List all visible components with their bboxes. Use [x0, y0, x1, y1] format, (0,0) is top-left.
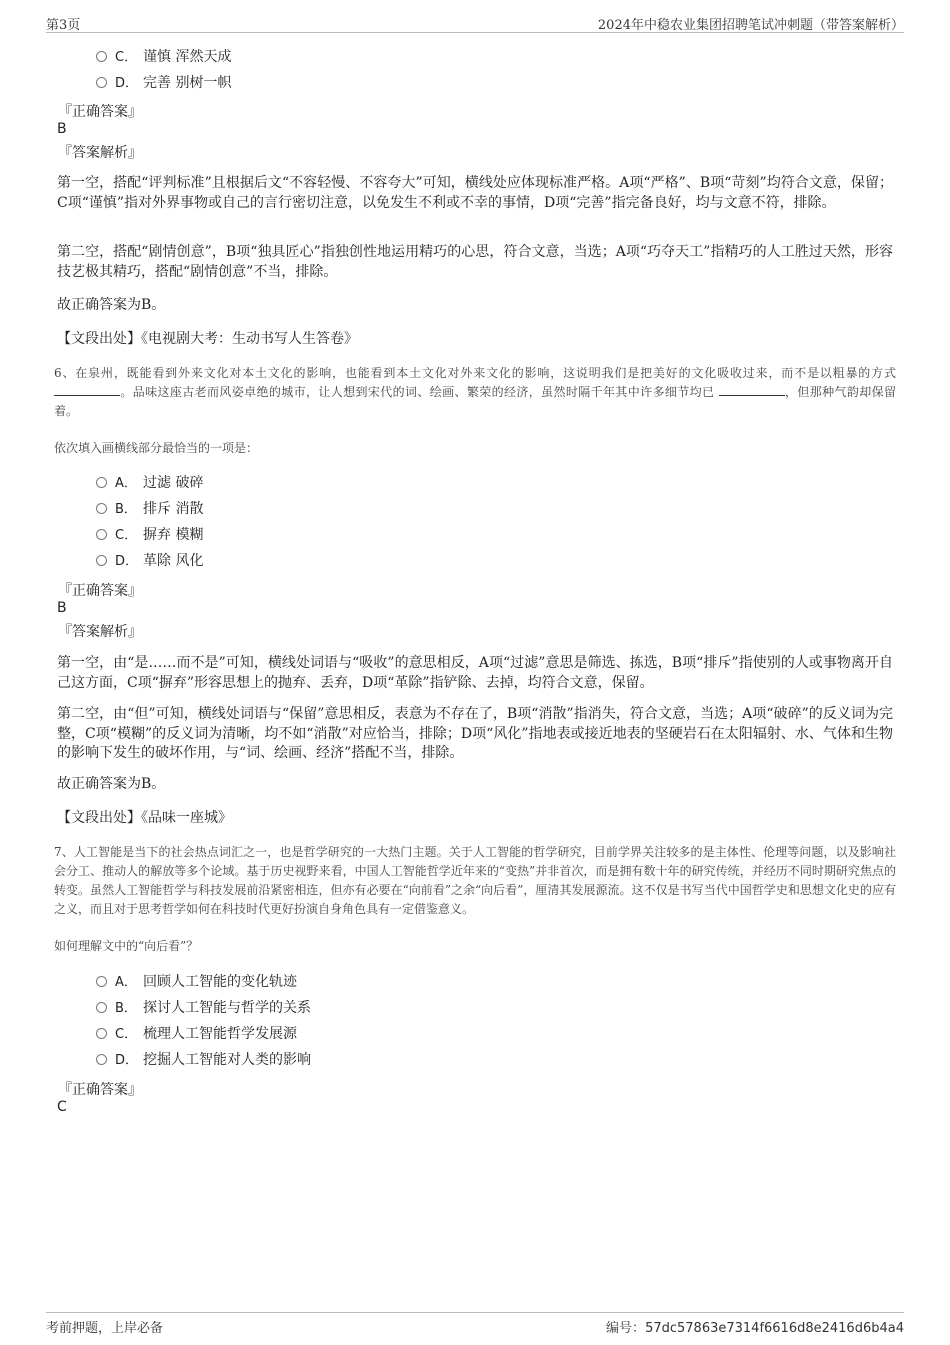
- footer-slogan: 考前押题，上岸必备: [46, 1321, 164, 1336]
- q6-conclusion: 故正确答案为B。: [57, 776, 166, 792]
- q5-analysis-1: 第一空，搭配“评判标准”且根据后文“不容轻慢、不容夸大”可知，横线处应体现标准严格。A项“严格”、B项“苛刻”均符合文意，保留；C项“谨慎”指对外界事物或自己的言行密切注意，以免发生不利或不幸的事情，D项“完善”指完备良好，均与文意不符，排除。: [57, 175, 893, 211]
- q5-option-d[interactable]: D． 完善 别树一帜: [96, 73, 231, 93]
- q6-source: 【文段出处】《品味一座城》: [57, 810, 232, 826]
- page-number: 第3页: [46, 18, 81, 33]
- q7-stem: 7、人工智能是当下的社会热点词汇之一，也是哲学研究的一大热门主题。关于人工智能的哲学研究，目前学界关注较多的是主体性、伦理等问题，以及影响社会分工、推动人的解放等多个论域。基于历史视野来看，中国人工智能哲学近年来的“变热”并非首次，而是拥有数十年的研究传统，并经历不同时期研究焦点的转变。虽然人工智能哲学与科技发展前沿紧密相连，但亦有必要在“向前看”之余“向后看”，厘清其发展源流。这不仅是书写当代中国哲学史和思想文化史的应有之义，而且对于思考哲学如何在科技时代更好扮演自身角色具有一定借鉴意义。: [54, 845, 896, 916]
- radio-icon[interactable]: [96, 51, 107, 62]
- q6-option-b[interactable]: B． 排斥 消散: [96, 499, 203, 519]
- q6-stem: 6、在泉州，既能看到外来文化对本土文化的影响，也能看到本土文化对外来文化的影响，这说明我们是把美好的文化吸收过来，而不是以粗暴的方式 。品味这座古老而风姿卓绝的城市，让人想到宋代的词、绘画、繁荣的经济，虽然时隔千年其中许多细节均已 ，但那种气韵却保留着。: [54, 366, 896, 418]
- radio-icon[interactable]: [96, 529, 107, 540]
- q5-answer: B: [57, 121, 67, 137]
- q7-answer: C: [57, 1099, 67, 1115]
- document-code: 编号：57dc57863e7314f6616d8e2416d6b4a4: [606, 1321, 904, 1336]
- q6-option-a[interactable]: A． 过滤 破碎: [96, 473, 203, 493]
- radio-icon[interactable]: [96, 555, 107, 566]
- q6-answer: B: [57, 600, 67, 616]
- radio-icon[interactable]: [96, 503, 107, 514]
- q7-option-d[interactable]: D． 挖掘人工智能对人类的影响: [96, 1050, 311, 1070]
- q6-analysis-2: 第二空，由“但”可知，横线处词语与“保留”意思相反，表意为不存在了，B项“消散”指消失，符合文意，当选；A项“破碎”的反义词为完整，C项“模糊”的反义词为清晰，均不如“消散”对应恰当，排除；D项“风化”指地表或接近地表的坚硬岩石在太阳辐射、水、气体和生物的影响下发生的破坏作用，与“词、绘画、经济”搭配不当，排除。: [57, 706, 893, 761]
- q5-analysis-2: 第二空，搭配“剧情创意”，B项“独具匠心”指独创性地运用精巧的心思，符合文意，当选；A项“巧夺天工”指精巧的人工胜过天然，形容技艺极其精巧，搭配“剧情创意”不当，排除。: [57, 244, 893, 280]
- q6-analysis-1: 第一空，由“是……而不是”可知，横线处词语与“吸收”的意思相反，A项“过滤”意思是筛选、拣选，B项“排斥”指使别的人或事物离开自己这方面，C项“摒弃”形容思想上的抛弃、丢弃，D项“革除”指铲除、去掉，均符合文意，保留。: [57, 655, 893, 691]
- radio-icon[interactable]: [96, 1054, 107, 1065]
- page-header: [46, 12, 904, 33]
- q5-analysis-label: 『答案解析』: [58, 145, 142, 161]
- q6-option-c[interactable]: C． 摒弃 模糊: [96, 525, 203, 545]
- q5-source: 【文段出处】《电视剧大考：生动书写人生答卷》: [57, 331, 358, 347]
- radio-icon[interactable]: [96, 976, 107, 987]
- page-footer: [46, 1312, 904, 1337]
- q7-answer-label: 『正确答案』: [58, 1082, 142, 1098]
- q7-option-c[interactable]: C． 梳理人工智能哲学发展源: [96, 1024, 297, 1044]
- blank-line: [719, 383, 785, 396]
- blank-line: [54, 383, 120, 396]
- radio-icon[interactable]: [96, 1002, 107, 1013]
- q7-option-a[interactable]: A． 回顾人工智能的变化轨迹: [96, 972, 297, 992]
- q7-option-b[interactable]: B． 探讨人工智能与哲学的关系: [96, 998, 311, 1018]
- q6-analysis-label: 『答案解析』: [58, 624, 142, 640]
- document-title: 2024年中稳农业集团招聘笔试冲刺题（带答案解析）: [597, 18, 904, 33]
- radio-icon[interactable]: [96, 477, 107, 488]
- radio-icon[interactable]: [96, 1028, 107, 1039]
- q5-conclusion: 故正确答案为B。: [57, 297, 166, 313]
- q5-option-c[interactable]: C． 谨慎 浑然天成: [96, 47, 231, 67]
- q5-answer-label: 『正确答案』: [58, 104, 142, 120]
- q7-prompt: 如何理解文中的“向后看”？: [54, 939, 199, 953]
- q6-option-d[interactable]: D． 革除 风化: [96, 551, 203, 571]
- radio-icon[interactable]: [96, 77, 107, 88]
- q6-answer-label: 『正确答案』: [58, 583, 142, 599]
- q6-prompt: 依次填入画横线部分最恰当的一项是：: [54, 441, 259, 455]
